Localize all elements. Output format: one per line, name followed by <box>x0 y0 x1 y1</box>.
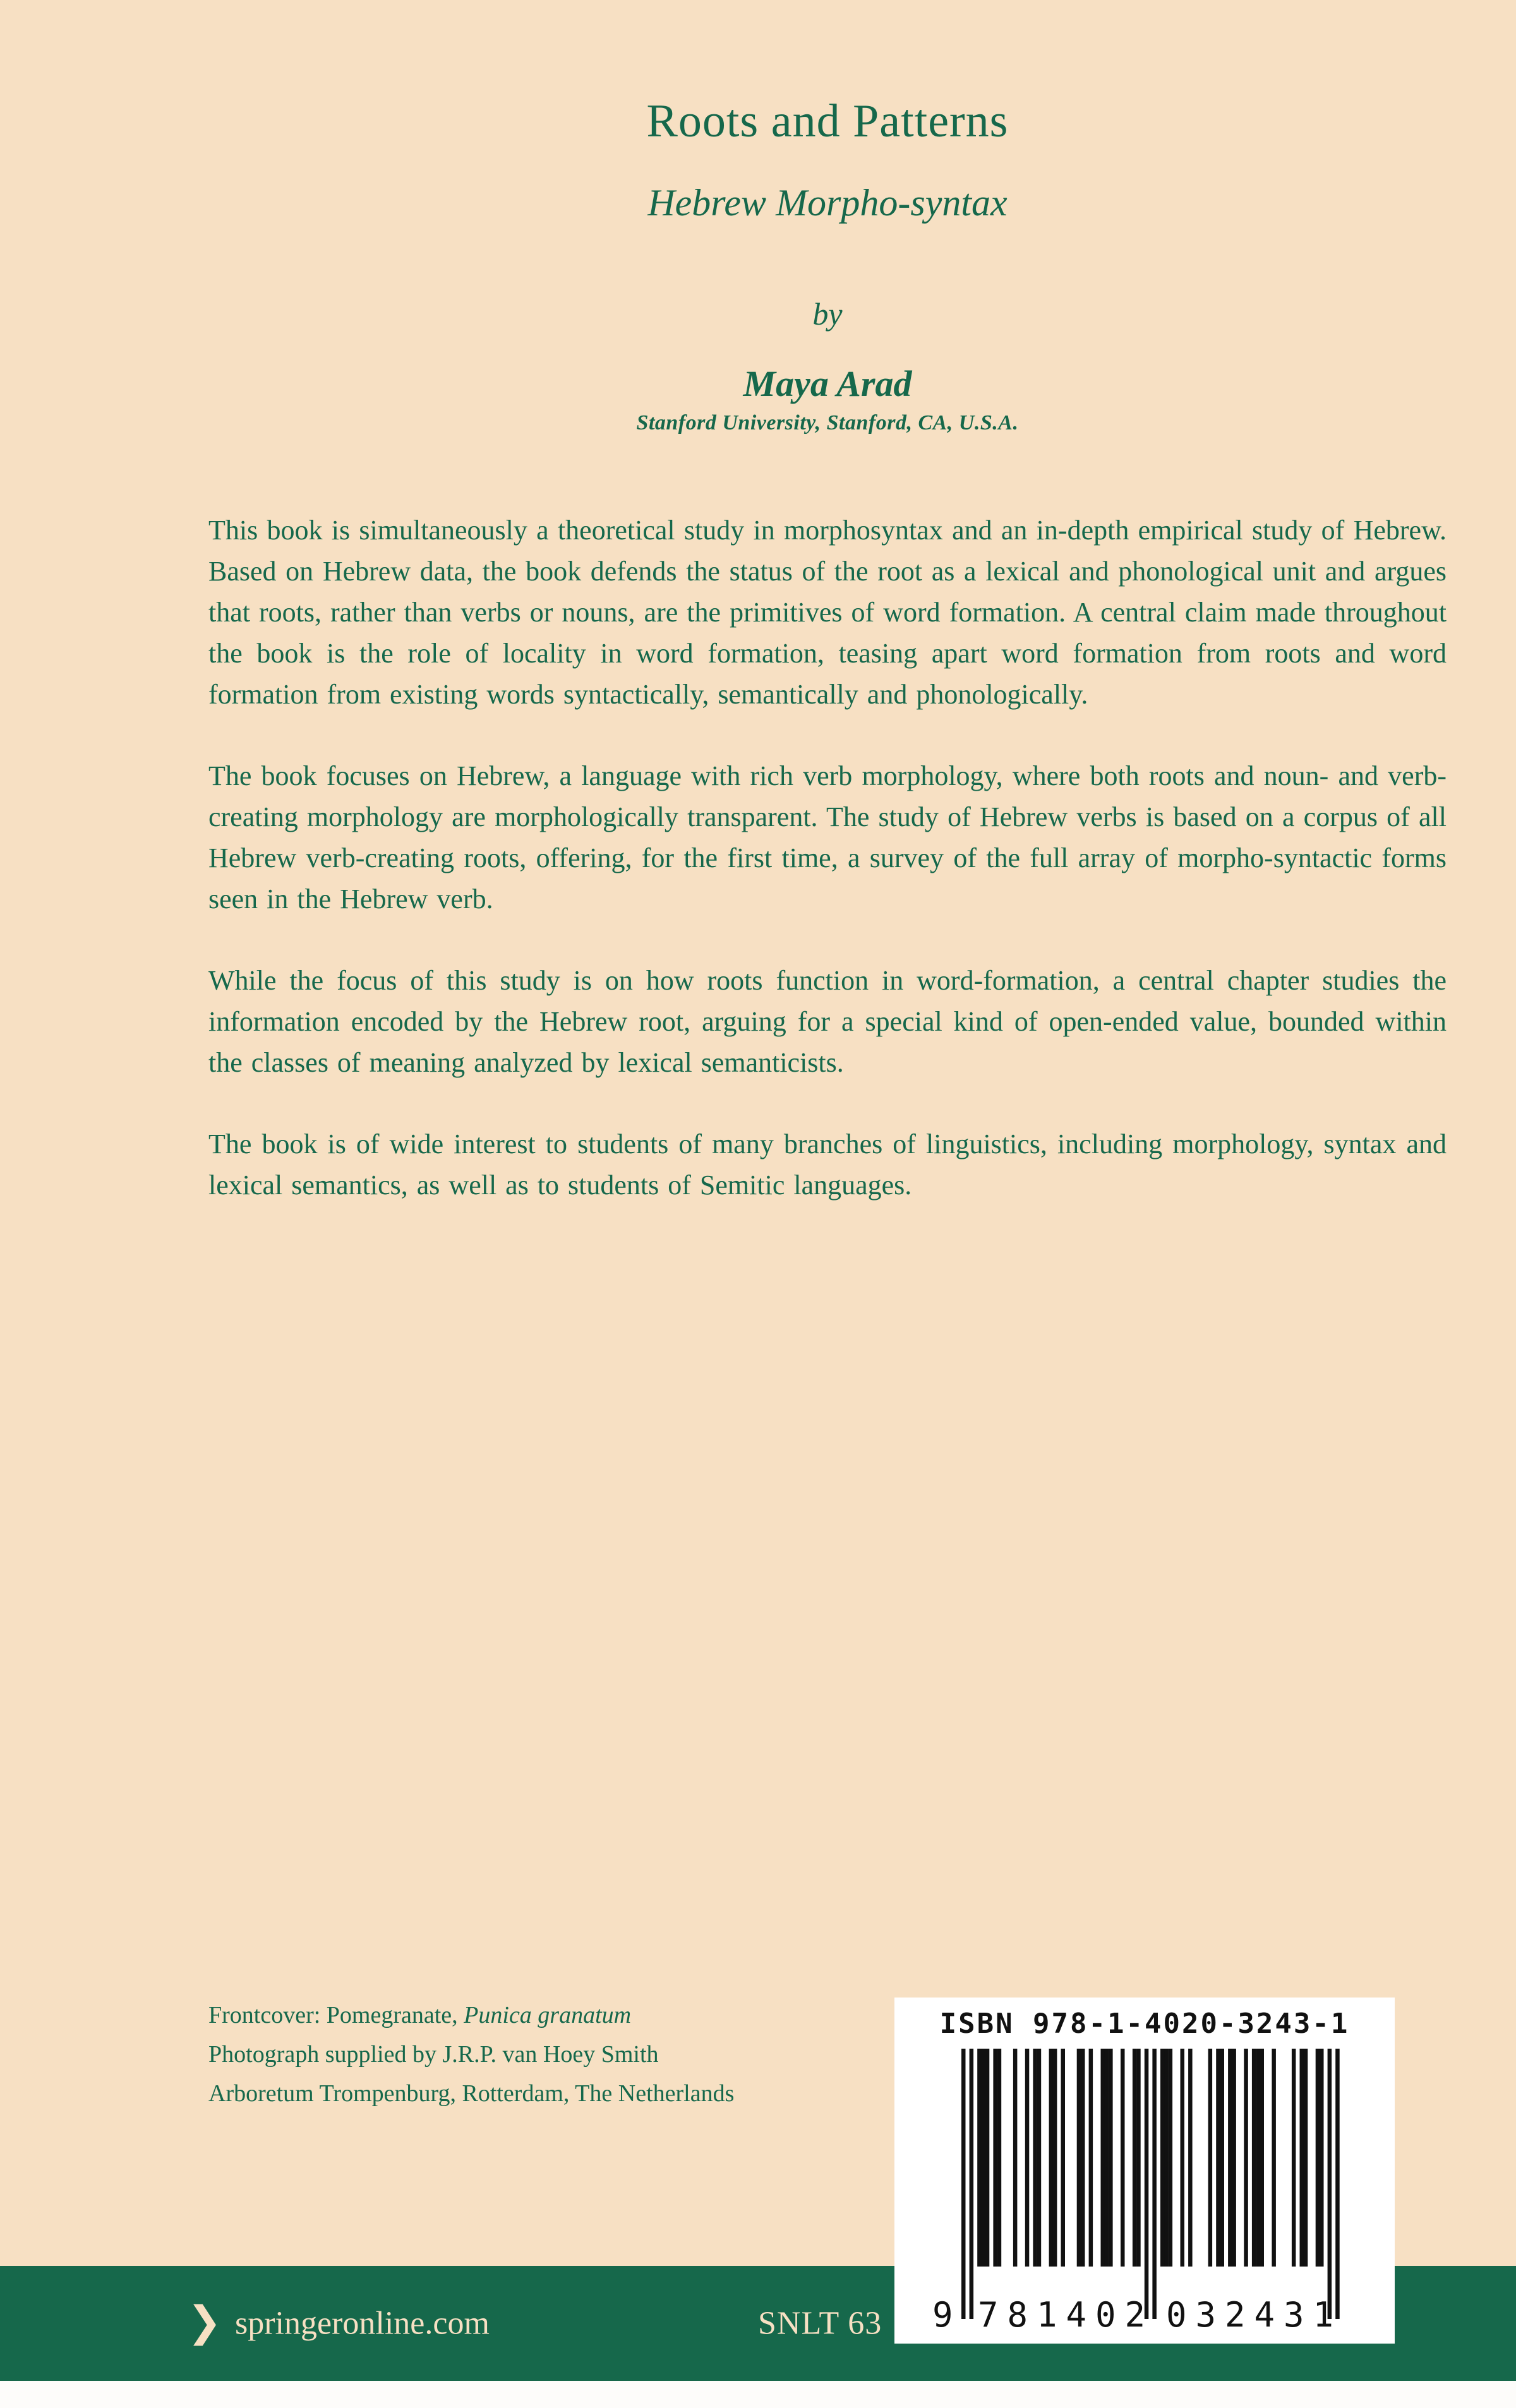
barcode-digit-system: 9 <box>932 2295 953 2332</box>
back-cover-blurb <box>208 435 1447 1206</box>
isbn-label: ISBN 978-1-4020-3243-1 <box>939 2008 1350 2040</box>
credit-species-name: Punica granatum <box>464 2002 632 2028</box>
barcode-digits-left: 781402 <box>978 2295 1155 2332</box>
blurb-paragraph-1: This book is simultaneously a theoretical study in morphosyntax and an in-depth empirical study of Hebrew. Based on Hebrew data, the book defends the status of the root as a lexical and phonological unit and argues that roots, rather than verbs or nouns, are the primitives of word formation. A central claim made throughout the book is the role of locality in word formation, teasing apart word formation from roots and word formation from existing words syntactically, semantically and phonologically. <box>208 515 1447 710</box>
publisher-website: springeronline.com <box>235 2305 490 2342</box>
blurb-paragraph-4: The book is of wide interest to students of many branches of linguistics, including morphology, syntax and lexical semantics, as well as to students of Semitic languages. <box>208 1129 1447 1201</box>
book-title: Roots and Patterns <box>646 95 1009 147</box>
barcode-digits-right: 032431 <box>1166 2295 1343 2332</box>
barcode-bars <box>961 2049 1340 2319</box>
series-code: SNLT 63 <box>758 2305 882 2342</box>
author-name: Maya Arad <box>743 363 912 404</box>
barcode-panel <box>894 1998 1395 2344</box>
page-edge <box>0 2381 1516 2408</box>
credit-arboretum-line: Arboretum Trompenburg, Rotterdam, The Netherlands <box>208 2080 735 2107</box>
ean-barcode <box>923 2049 1366 2332</box>
blurb-paragraph-2: The book focuses on Hebrew, a language with rich verb morphology, where both roots and noun- and verb-creating morphology are morphologically transparent. The study of Hebrew verbs is based on a corpus of all Hebrew verb-creating roots, offering, for the first time, a survey of the full array of morpho-syntactic forms seen in the Hebrew verb. <box>208 760 1447 914</box>
blurb-paragraph-3: While the focus of this study is on how roots function in word-formation, a central chapter studies the information encoded by the Hebrew root, arguing for a special kind of open-ended value, bounded within the classes of meaning analyzed by lexical semanticists. <box>208 965 1447 1078</box>
credit-photographer-line: Photograph supplied by J.R.P. van Hoey Smith <box>208 2041 659 2068</box>
cover-credits <box>208 1996 734 2113</box>
credit-frontcover-text: Frontcover: Pomegranate, <box>208 2002 458 2028</box>
author-affiliation: Stanford University, Stanford, CA, U.S.A. <box>636 411 1019 434</box>
book-subtitle: Hebrew Morpho-syntax <box>647 182 1008 224</box>
credit-frontcover-line <box>208 1996 734 2035</box>
springer-chevron-icon: ❯ <box>187 2297 222 2346</box>
byline: by <box>812 296 843 332</box>
